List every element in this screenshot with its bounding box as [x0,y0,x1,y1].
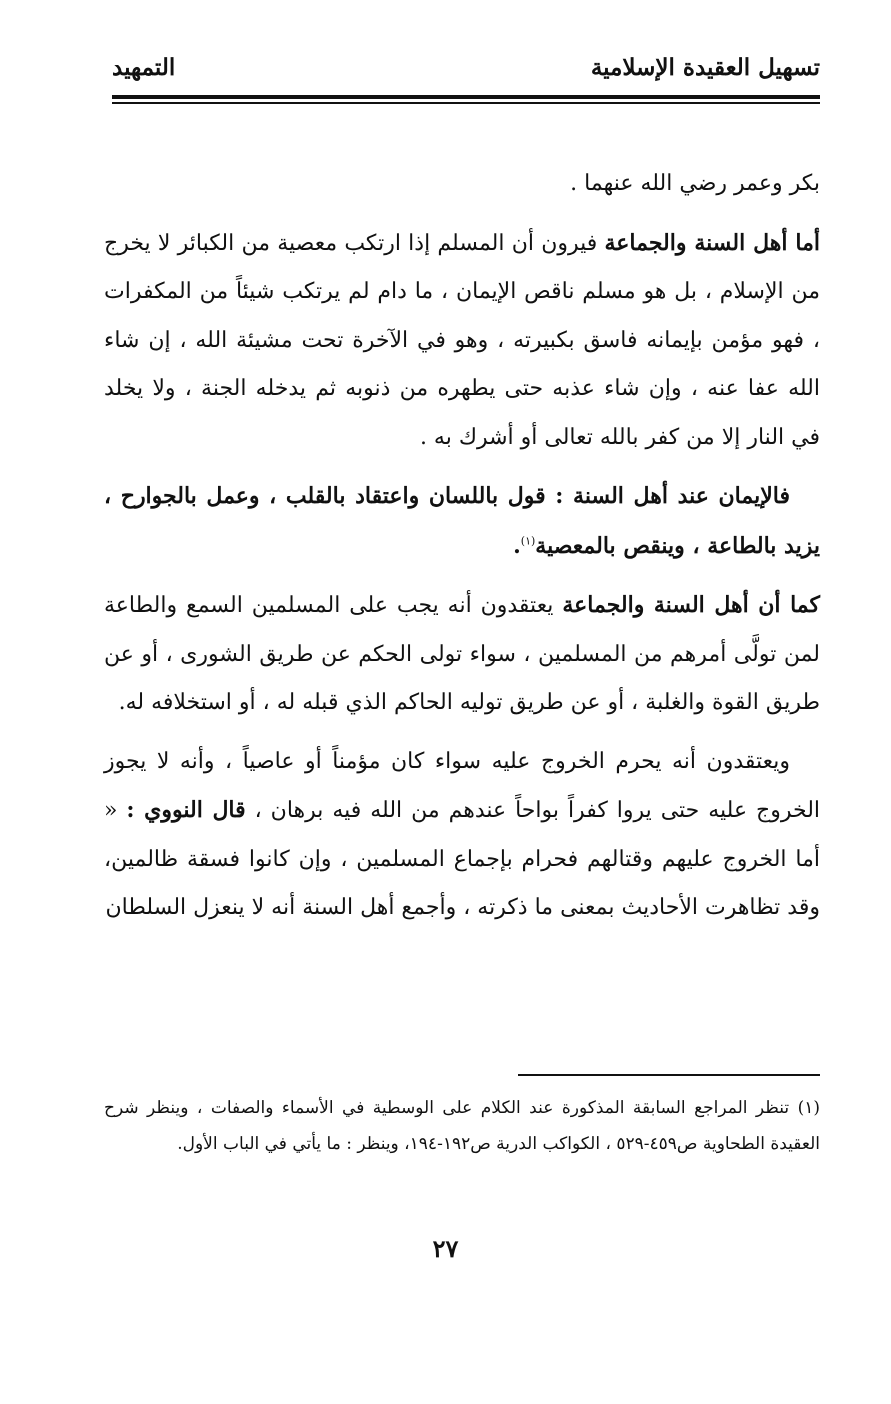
paragraph-5-quote-attribution: قال النووي : [126,797,246,823]
page-number: ٢٧ [432,1234,459,1263]
footnote-marker: (١) [797,1098,821,1118]
footnote-separator [518,1074,820,1076]
header-rule-thick [112,95,820,99]
paragraph-2-lead: أما أهل السنة والجماعة [604,229,820,256]
running-header [112,54,820,88]
main-text [104,160,820,943]
footnote-text: تنظر المراجع السابقة المذكورة عند الكلام على الوسطية في الأسماء والصفات ، وينظر شرح العقيدة الطحاوية ص٤٥٩-٥٢٩ ، الكواكب الدرية ص١٩٢-١٩٤، وينظر : ما يأتي في الباب الأول. [104,1098,820,1154]
paragraph-2 [104,219,820,463]
section-title: التمهيد [112,54,176,81]
paragraph-5 [104,738,820,933]
paragraph-1 [104,160,820,209]
paragraph-5-text-b: « أما الخروج عليهم وقتالهم فحرام بإجماع المسلمين ، وإن كانوا فسقة ظالمين، وقد تظاهرت الأحاديث بمعنى ما ذكرته ، وأجمع أهل السنة أنه لا ينعزل السلطان [104,798,820,920]
paragraph-3-end: . [513,532,521,559]
paragraph-4-lead: كما أن أهل السنة والجماعة [562,592,820,618]
paragraph-4-text: يعتقدون أنه يجب على المسلمين السمع والطاعة لمن تولَّى أمرهم من المسلمين ، سواء تولى الحكم عن طريق الشورى ، أو عن طريق القوة والغلبة ، أو عن طريق توليه الحاكم الذي قبله له ، أو استخلافه له. [104,593,820,715]
paragraph-3 [104,472,820,571]
paragraph-4 [104,581,820,728]
paragraph-2-text: فيرون أن المسلم إذا ارتكب معصية من الكبائر لا يخرج من الإسلام ، بل هو مسلم ناقص الإيمان ، ما دام لم يرتكب شيئاً من المكفرات ، فهو مؤمن بإيمانه فاسق بكبيرته ، وهو في الآخرة تحت مشيئة الله ، إن شاء الله عفا عنه ، وإن شاء عذبه حتى يطهره من ذنوبه ثم يدخله الجنة ، ولا يخلد في النار إلا من كفر بالله تعالى أو أشرك به . [104,230,820,450]
header-rule-thin [112,102,820,104]
paragraph-3-text: فالإيمان عند أهل السنة : قول باللسان واعتقاد بالقلب ، وعمل بالجوارح ، يزيد بالطاعة ، وينقص بالمعصية [104,483,820,559]
paragraph-1-text: بكر وعمر رضي الله عنهما . [570,171,820,196]
footnote [104,1090,820,1162]
paragraph-5-text-a: ويعتقدون أنه يحرم الخروج عليه سواء كان مؤمناً أو عاصياً ، وأنه لا يجوز الخروج عليه حتى يروا كفراً بواحاً عندهم من الله فيه برهان ، [104,748,821,823]
footnote-reference[interactable]: (١) [520,534,536,548]
book-title: تسهيل العقيدة الإسلامية [590,54,820,81]
